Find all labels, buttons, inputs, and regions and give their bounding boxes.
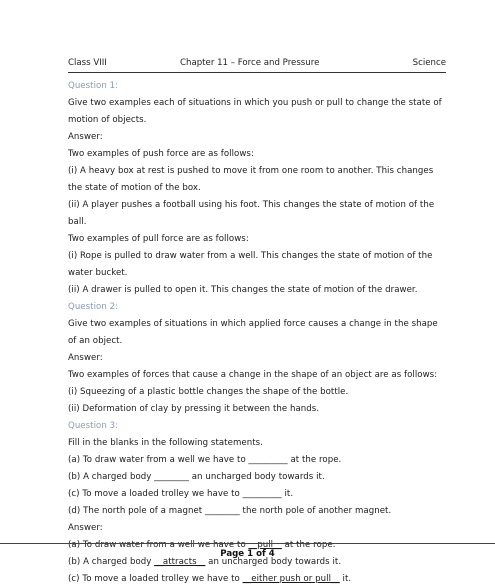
answer-2-text-line: (i) Squeezing of a plastic bottle changes the shape of the bottle.	[68, 387, 349, 397]
answer-3-item-a-fill: __pull__	[248, 540, 282, 550]
chapter-title: Chapter 11 – Force and Pressure	[180, 58, 320, 68]
answer-1-text-line: (ii) A drawer is pulled to open it. This changes the state of motion of the drawer.	[68, 285, 418, 295]
answer-3-item-b-fill: __attracts__	[154, 557, 206, 567]
footer-divider	[0, 543, 495, 544]
answer-2-text-line: (ii) Deformation of clay by pressing it between the hands.	[68, 404, 320, 414]
answer-1-text-line: the state of motion of the box.	[68, 183, 201, 193]
answer-3-item-c-post: it.	[339, 574, 352, 584]
subject-label: Science	[412, 58, 446, 68]
question-2-label: Question 2:	[68, 302, 119, 312]
answer-3-item-a-post: at the rope.	[281, 540, 336, 550]
answer-1-label: Answer:	[68, 132, 103, 142]
question-1-label: Question 1:	[68, 81, 119, 91]
question-1-text-line: Give two examples each of situations in which you push or pull to change the state of	[68, 98, 442, 108]
question-3-item-d: (d) The north pole of a magnet ________ the north pole of another magnet.	[68, 506, 392, 516]
answer-3-item-b-post: an uncharged body towards it.	[205, 557, 342, 567]
answer-3-label: Answer:	[68, 523, 103, 533]
question-1-text-line: motion of objects.	[68, 115, 147, 125]
answer-1-text-line: (i) A heavy box at rest is pushed to move it from one room to another. This changes	[68, 166, 434, 176]
answer-3-item-c	[68, 571, 446, 588]
answer-2-label: Answer:	[68, 353, 103, 363]
question-2-text-line: of an object.	[68, 336, 123, 346]
question-3-text-line: Fill in the blanks in the following statements.	[68, 438, 263, 448]
question-3-item-a: (a) To draw water from a well we have to _________ at the rope.	[68, 455, 342, 465]
answer-1-text-line: Two examples of pull force are as follows:	[68, 234, 249, 244]
question-3-item-b: (b) A charged body ________ an uncharged body towards it.	[68, 472, 325, 482]
question-2-text-line: Give two examples of situations in which applied force causes a change in the shape	[68, 319, 438, 329]
answer-3-item-b-pre: (b) A charged body	[68, 557, 155, 567]
question-3-item-c: (c) To move a loaded trolley we have to _________ it.	[68, 489, 294, 499]
question-3-label: Question 3:	[68, 421, 119, 431]
answer-1-text-line: Two examples of push force are as follows:	[68, 149, 254, 159]
answer-1-text-line: (ii) A player pushes a football using his foot. This changes the state of motion of the	[68, 200, 435, 210]
page-header	[68, 58, 446, 72]
answer-1-text-line: ball.	[68, 217, 87, 227]
answer-1-text-line: water bucket.	[68, 268, 128, 278]
answer-3-item-c-fill: __either push or pull__	[242, 574, 340, 584]
answer-2-text-line: Two examples of forces that cause a change in the shape of an object are as follows:	[68, 370, 438, 380]
header-divider	[68, 72, 446, 73]
document-body	[68, 78, 446, 588]
class-label: Class VIII	[68, 58, 107, 68]
answer-3-item-a-pre: (a) To draw water from a well we have to	[68, 540, 249, 550]
answer-3-item-c-pre: (c) To move a loaded trolley we have to	[68, 574, 243, 584]
page-number: Page 1 of 4	[220, 549, 275, 559]
answer-1-text-line: (i) Rope is pulled to draw water from a well. This changes the state of motion of the	[68, 251, 433, 261]
